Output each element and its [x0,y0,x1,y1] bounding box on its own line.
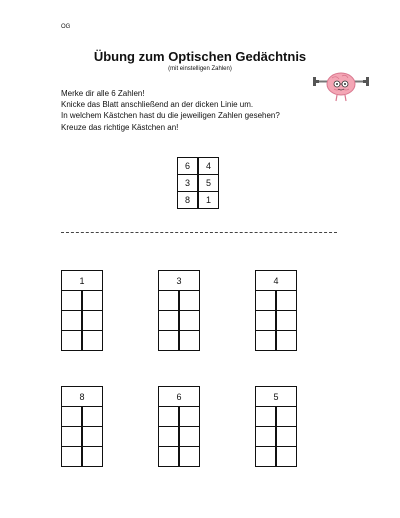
answer-box-number: 5 [256,387,297,407]
checkbox-cell[interactable] [256,407,277,427]
answer-box-number: 8 [62,387,103,407]
answer-box-number: 1 [62,271,103,291]
grid-cell: 8 [178,192,199,209]
worksheet-title: Übung zum Optischen Gedächtnis [93,49,307,64]
answer-box [255,270,297,351]
instruction-line: In welchem Kästchen hast du die jeweiligen Zahlen gesehen? [61,111,280,121]
checkbox-cell[interactable] [179,291,200,311]
checkbox-cell[interactable] [179,331,200,351]
checkbox-cell[interactable] [62,447,83,467]
answer-box [158,270,200,351]
answer-box [255,386,297,467]
checkbox-cell[interactable] [62,291,83,311]
checkbox-cell[interactable] [82,311,103,331]
brain-mascot-icon [312,70,370,104]
grid-cell: 6 [178,158,199,175]
grid-cell: 1 [198,192,219,209]
checkbox-cell[interactable] [256,311,277,331]
fold-line [61,232,337,233]
checkbox-cell[interactable] [82,447,103,467]
checkbox-cell[interactable] [276,291,297,311]
checkbox-cell[interactable] [179,427,200,447]
checkbox-cell[interactable] [62,407,83,427]
checkbox-cell[interactable] [276,331,297,351]
checkbox-cell[interactable] [159,427,180,447]
answer-box-number: 3 [159,271,200,291]
instruction-line: Knicke das Blatt anschließend an der dicken Linie um. [61,100,254,110]
checkbox-cell[interactable] [256,427,277,447]
grid-cell: 3 [178,175,199,192]
answer-box [158,386,200,467]
instruction-line: Merke dir alle 6 Zahlen! [61,89,145,98]
checkbox-cell[interactable] [159,311,180,331]
answer-box [61,270,103,351]
checkbox-cell[interactable] [159,447,180,467]
memory-number-grid [177,157,219,209]
instructions [61,88,280,133]
grid-cell: 4 [198,158,219,175]
checkbox-cell[interactable] [256,447,277,467]
checkbox-cell[interactable] [256,331,277,351]
instruction-line: Kreuze das richtige Kästchen an! [61,122,179,132]
answer-box-number: 4 [256,271,297,291]
worksheet-code: OG [61,24,71,30]
checkbox-cell[interactable] [179,447,200,467]
answer-box-number: 6 [159,387,200,407]
checkbox-cell[interactable] [256,291,277,311]
grid-cell: 5 [198,175,219,192]
checkbox-cell[interactable] [276,311,297,331]
checkbox-cell[interactable] [159,407,180,427]
checkbox-cell[interactable] [276,447,297,467]
checkbox-cell[interactable] [62,427,83,447]
checkbox-cell[interactable] [82,427,103,447]
checkbox-cell[interactable] [159,331,180,351]
worksheet-subtitle: (mit einstelligen Zahlen) [168,66,232,72]
checkbox-cell[interactable] [82,407,103,427]
checkbox-cell[interactable] [179,311,200,331]
checkbox-cell[interactable] [62,331,83,351]
checkbox-cell[interactable] [276,407,297,427]
checkbox-cell[interactable] [82,291,103,311]
checkbox-cell[interactable] [82,331,103,351]
checkbox-cell[interactable] [179,407,200,427]
answer-box [61,386,103,467]
checkbox-cell[interactable] [62,311,83,331]
checkbox-cell[interactable] [276,427,297,447]
checkbox-cell[interactable] [159,291,180,311]
